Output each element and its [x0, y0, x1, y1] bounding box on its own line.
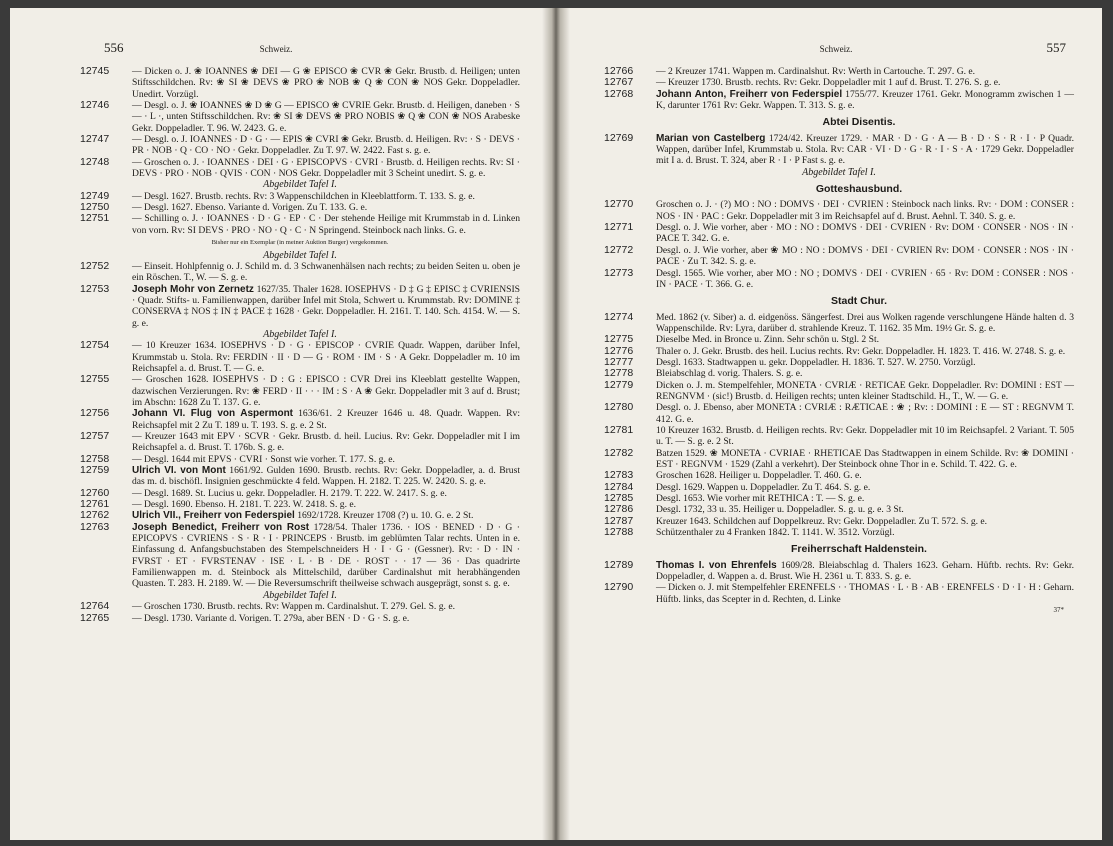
- lot-number: 12778: [604, 367, 634, 380]
- entry-description: 1661/92. Gulden 1690. Brustb. rechts. Rv: Gekr. Doppeladler, a. d. Brust das m. d. bischöfl. Insignien geschmückte 4 feld. Wappen. H. 2182. T. 225. W. 2420. S. g. e.: [132, 465, 520, 488]
- ruler-name: Johann VI. Flug von Aspermont: [132, 408, 294, 420]
- book-gutter: [542, 8, 570, 840]
- catalog-entry: [80, 601, 520, 612]
- entry-description: — Groschen o. J. · IOANNES · DEI · G · EPISCOPVS · CVRI · Brustb. d. Heiligen rechts. Rv: SI · DEVS · PRO · NOB · QVIS · CON · NOS Gekr. Doppeladler mit 3 Scheint unedirt. S. g. e.: [132, 156, 520, 180]
- catalog-entry: [80, 374, 520, 408]
- lot-number: 12751: [80, 212, 110, 225]
- lot-number: 12779: [604, 378, 634, 391]
- lot-number: 12789: [604, 558, 634, 571]
- entry-description: — Desgl. 1644 mit EPVS · CVRI · Sonst wie vorher. T. 177. S. g. e.: [132, 453, 395, 465]
- catalog-entry: [604, 527, 1074, 538]
- plate-reference: Abgebildet Tafel I.: [802, 166, 876, 178]
- entry-description: Med. 1862 (v. Siber) a. d. eidgenöss. Sängerfest. Drei aus Wolken ragende verschlungene Hände halten d. 3 Wappenschilde. Rv: Lyra, darüber d. strahlende Kreuz. T. 1162. 35 Mm. 19½ Gr. S. g. e.: [656, 311, 1074, 334]
- entry-description: 1609/28. Bleiabschlag d. Thalers 1623. Geharn. Hüftb. rechts. Rv: Gekr. Doppeladler, d. Wappen a. d. Brust. Wie H. 2361 u. T. 833. S. g. e.: [656, 559, 1074, 583]
- lot-number: 12757: [80, 430, 110, 442]
- catalog-entry: [604, 425, 1074, 448]
- catalog-entry: [80, 100, 520, 134]
- entry-description: Dieselbe Med. in Bronce u. Zinn. Sehr schön u. Stgl. 2 St.: [656, 334, 880, 346]
- lot-number: 12755: [80, 373, 110, 386]
- catalog-entry: [604, 470, 1074, 481]
- entry-description: — 2 Kreuzer 1741. Wappen m. Cardinalshut. Rv: Werth in Cartouche. T. 297. G. e.: [656, 66, 976, 77]
- plate-reference: Abgebildet Tafel I.: [263, 589, 337, 601]
- catalog-entry: [80, 431, 520, 454]
- entry-description: — Schilling o. J. · IOANNES · D · G · EP · C · Der stehende Heilige mit Krummstab in d. Linken von vorn. Rv: SI DEVS · PRO · NO · Q · C · N Springend. Steinbock nach links. G. e.: [132, 213, 520, 236]
- entry-description: — Desgl. o. J. IOANNES · D · G · — EPIS ❀ CVRI ❀ Gekr. Brustb. d. Heiligen. Rv: · S · DEVS · PR · NOB · Q · CO · NO · Gekr. Doppeladler. Zu T. 97. W. 2422. Fast s. g. e.: [132, 134, 520, 157]
- catalog-entry: [80, 408, 520, 431]
- lot-number: 12766: [604, 65, 634, 77]
- catalog-entry: [80, 134, 520, 157]
- lot-number: 12765: [80, 611, 110, 624]
- lot-number: 12783: [604, 469, 634, 482]
- entry-description: Groschen 1628. Heiliger u. Doppeladler. T. 460. G. e.: [656, 470, 862, 482]
- signature-mark: 37*: [1053, 606, 1064, 615]
- left-page: [10, 8, 542, 840]
- catalog-entry: [80, 340, 520, 374]
- lot-number: 12758: [80, 452, 110, 465]
- catalog-entry: [80, 613, 520, 624]
- entry-description: Desgl. 1629. Wappen u. Doppeladler. Zu T. 464. S. g. e.: [656, 481, 871, 493]
- ruler-name: Marian von Castelberg: [656, 132, 766, 144]
- lot-number: 12745: [80, 65, 110, 77]
- entry-description: Batzen 1529. ❀ MONETA · CVRIAE · RHETICAE Das Stadtwappen in einem Schilde. Rv: ❀ DOMINI · EST · REGNVM · 1529 (Zahl a verkehrt). Der Steinbock ohne Thor in e. Schild. T. 422. G. e.: [656, 447, 1074, 470]
- catalog-entry: [604, 334, 1074, 345]
- entry-description: — Kreuzer 1730. Brustb. rechts. Rv: Gekr. Doppeladler mit 1 auf d. Brust. T. 276. S. g. e.: [656, 77, 1001, 89]
- catalog-entry: [604, 493, 1074, 504]
- lot-number: 12775: [604, 333, 634, 346]
- ruler-name: Thomas I. von Ehrenfels: [656, 559, 777, 571]
- catalog-entry: [604, 133, 1074, 167]
- entry-description: Desgl. o. J. Wie vorher, aber ❀ MO : NO : DOMVS · DEI · CVRIEN Rv: DOM · CONSER : NOS · IN · PACE · Zu T. 342. S. g. e.: [656, 244, 1074, 268]
- lot-number: 12752: [80, 259, 110, 272]
- catalog-entry: [604, 199, 1074, 222]
- lot-number: 12749: [80, 189, 110, 202]
- entry-description: Desgl. 1653. Wie vorher mit RETHICA : T. — S. g. e.: [656, 493, 865, 505]
- plate-reference: Abgebildet Tafel I.: [263, 249, 337, 261]
- entry-description: — Dicken o. J. ❀ IOANNES ❀ DEI — G ❀ EPISCO ❀ CVR ❀ Gekr. Brustb. d. Heiligen; unten Stiftsschildchen. Rv: ❀ SI ❀ DEVS ❀ PRO ❀ NOB ❀ Q ❀ CON ❀ NOS Gekr. Doppeladler. Unedirt. Vorzügl.: [132, 66, 520, 100]
- section-heading: Gotteshausbund.: [815, 183, 903, 196]
- lot-number: 12747: [80, 133, 110, 146]
- plate-reference: Abgebildet Tafel I.: [263, 179, 337, 191]
- lot-number: 12753: [80, 282, 110, 295]
- catalog-entry: [604, 560, 1074, 583]
- entry-description: — Desgl. 1627. Brustb. rechts. Rv: 3 Wappenschildchen in Kleeblattform. T. 133. S. g. e.: [132, 190, 475, 202]
- entry-description: — Groschen 1730. Brustb. rechts. Rv: Wappen m. Cardinalshut. T. 279. Gel. S. g. e.: [132, 601, 455, 613]
- lot-number: 12776: [604, 344, 634, 357]
- ruler-name: Ulrich VI. von Mont: [132, 465, 226, 477]
- entry-description: Desgl. o. J. Wie vorher, aber · MO : NO : DOMVS · DEI · CVRIEN · Rv: DOM · CONSER · NOS · IN · PACE T. 342. G. e.: [656, 222, 1074, 245]
- catalog-entry: [80, 510, 520, 521]
- catalog-entry: [604, 368, 1074, 379]
- entry-description: Desgl. 1633. Stadtwappen u. gekr. Doppeladler. H. 1836. T. 527. W. 2750. Vorzügl.: [656, 356, 976, 368]
- catalog-entry: [604, 245, 1074, 268]
- ruler-name: Joseph Mohr von Zernetz: [132, 283, 254, 295]
- page-header: [10, 42, 542, 60]
- lot-number: 12748: [80, 155, 110, 168]
- lot-number: 12771: [604, 221, 634, 234]
- entry-description: — Einseit. Hohlpfennig o. J. Schild m. d. 3 Schwanenhälsen nach rechts; zu beiden Seiten u. oben je ein Röschen. T., W. — S. g. e.: [132, 260, 520, 284]
- section-heading: Abtei Disentis.: [822, 116, 896, 129]
- catalog-entry: [604, 66, 1074, 77]
- running-title: Schweiz.: [819, 44, 853, 54]
- catalog-entry: [604, 380, 1074, 403]
- catalog-entry: [604, 222, 1074, 245]
- lot-number: 12774: [604, 310, 634, 323]
- lot-number: 12763: [80, 520, 110, 533]
- lot-number: 12769: [604, 131, 634, 144]
- lot-number: 12768: [604, 87, 634, 100]
- section-heading: Freiherrschaft Haldenstein.: [791, 543, 927, 556]
- catalog-entry: [604, 582, 1074, 605]
- page-number: 557: [1046, 40, 1066, 55]
- entry-description: — Desgl. 1690. Ebenso. H. 2181. T. 223. W. 2418. S. g. e.: [132, 499, 357, 511]
- lot-number: 12780: [604, 401, 634, 414]
- catalog-entry: [604, 312, 1074, 335]
- entry-description: — 10 Kreuzer 1634. IOSEPHVS · D · G · EPISCOP · CVRIE Quadr. Wappen, darüber Infel, Krummstab u. Stola. Rv: FERDIN · II · D — G · ROM · IM · S · A Gekr. Doppeladler m. 10 im Reichsapfel a. d. Brust. T. — G. e.: [132, 340, 520, 374]
- lot-number: 12746: [80, 99, 110, 112]
- lot-number: 12756: [80, 407, 110, 420]
- ruler-name: Johann Anton, Freiherr von Federspiel: [656, 88, 843, 100]
- catalog-entry: [80, 213, 520, 236]
- entry-description: 1636/61. 2 Kreuzer 1646 u. 48. Quadr. Wappen. Rv: Reichsapfel mit 2 Zu T. 189 u. T. 193. S. g. e. 2 St.: [132, 408, 520, 431]
- page-number: 556: [104, 40, 124, 55]
- catalog-entry: [80, 522, 520, 590]
- section-heading: Stadt Chur.: [830, 295, 887, 308]
- entry-description: Thaler o. J. Gekr. Brustb. des heil. Lucius rechts. Rv: Gekr. Doppeladler. H. 1823. T. 416. W. 2748. S. g. e.: [656, 345, 1066, 357]
- catalog-entry: [80, 157, 520, 180]
- catalog-entry: [604, 89, 1074, 112]
- entry-description: Desgl. 1565. Wie vorher, aber MO : NO ; DOMVS · DEI · CVRIEN · 65 · Rv: DOM : CONSER : NOS · IN · PACE · T. 366. G. e.: [656, 267, 1074, 290]
- catalog-entry: [80, 202, 520, 213]
- lot-number: 12786: [604, 503, 634, 516]
- lot-number: 12760: [80, 486, 110, 499]
- catalog-entry: [80, 499, 520, 510]
- entry-description: — Desgl. 1689. St. Lucius u. gekr. Doppeladler. H. 2179. T. 222. W. 2417. S. g. e.: [132, 487, 447, 499]
- catalog-entry: [80, 261, 520, 284]
- entry-description: 1692/1728. Kreuzer 1708 (?) u. 10. G. e. 2 St.: [297, 510, 474, 522]
- lot-number: 12750: [80, 201, 110, 214]
- entry-description: 1728/54. Thaler 1736. · IOS · BENED · D · G · EPICOPVS · CVRIENS · S · R · I · PRINCEPS · Brustb. im geblümten Talar rechts. Unten in e. Einfassung d. Anfangsbuchstaben des Stempelschneiders H · I · G · (Gessner). Rv: · D · IN · FVRST · ET · FVRSTENAV · ISE · L · B · DE · ROST · · 17 — 36 · Das quadrirte Familienwappen m. d. Steinbock als Mittelschild, darüber Cardinalshut mit herabhängenden Quasten. T. 283. H. 2189. W. — Die Reversumschrift theilweise schwach ausgeprägt, sonst s. g. e.: [132, 521, 520, 590]
- catalog-entry: [604, 268, 1074, 291]
- entry-description: — Kreuzer 1643 mit EPV · SCVR · Gekr. Brustb. d. heil. Lucius. Rv: Gekr. Doppeladler mit I im Reichsapfel a. d. Brust. T. 176b. S. g. e.: [132, 431, 520, 454]
- entry-description: Dicken o. J. m. Stempelfehler, MONETA · CVRIÆ · RETICAE Gekr. Doppeladler. Rv: DOMINI : EST — RENGNVM · (sic!) Brustb. d. Heiligen rechts; unten kleiner Stadtschild. H., T., W. — G. e.: [656, 379, 1074, 402]
- entry-description: Desgl. o. J. Ebenso, aber MONETA : CVRIÆ : RÆTICAE : ❀ ; Rv: : DOMINI : E — ST : REGNVM T. 412. G. e.: [656, 402, 1074, 425]
- left-column: [80, 66, 520, 624]
- lot-number: 12759: [80, 464, 110, 477]
- catalog-entry: [604, 448, 1074, 471]
- plate-reference: Abgebildet Tafel I.: [263, 328, 337, 340]
- right-page: [570, 8, 1102, 840]
- lot-number: 12777: [604, 355, 634, 368]
- lot-number: 12781: [604, 423, 634, 436]
- book-spread: [10, 8, 1103, 840]
- catalog-entry: [604, 504, 1074, 515]
- entry-description: — Groschen 1628. IOSEPHVS · D : G : EPISCO : CVR Drei ins Kleeblatt gestellte Wappen, dazwischen Verzierungen. Rv: ❀ FERD · II · · · IM : S · A ❀ Gekr. Doppeladler mit 3 auf d. Brust; im Abschn: 1628 Zu T. 137. G. e.: [132, 374, 520, 408]
- lot-number: 12770: [604, 198, 634, 211]
- lot-number: 12761: [80, 498, 110, 511]
- catalog-entry: [604, 516, 1074, 527]
- lot-number: 12785: [604, 492, 634, 505]
- catalog-entry: [80, 66, 520, 100]
- lot-number: 12772: [604, 243, 634, 256]
- entry-description: Kreuzer 1643. Schildchen auf Doppelkreuz. Rv: Gekr. Doppeladler. Zu T. 572. S. g. e.: [656, 515, 988, 527]
- catalog-entry: [604, 357, 1074, 368]
- entry-description: — Desgl. 1730. Variante d. Vorigen. T. 279a, aber BEN · D · G · S. g. e.: [132, 612, 410, 624]
- lot-number: 12764: [80, 600, 110, 613]
- entry-description: Groschen o. J. · (?) MO : NO : DOMVS · DEI · CVRIEN : Steinbock nach links. Rv: · DOM : CONSER : NOS · IN · PAC : Gekr. Doppeladler mit 3 im Reichsapfel auf d. Brust. Aehnl. T. 340. S. g. e.: [656, 199, 1074, 222]
- entry-description: Schützenthaler zu 4 Franken 1842. T. 1141. W. 3512. Vorzügl.: [656, 527, 895, 539]
- running-title: Schweiz.: [259, 44, 293, 54]
- catalog-entry: [80, 488, 520, 499]
- entry-description: — Desgl. o. J. ❀ IOANNES ❀ D ❀ G — EPISCO ❀ CVRIE Gekr. Brustb. d. Heiligen, daneben · S — · L ·, unten Stiftsschildchen. Rv: ❀ SI ❀ DEVS ❀ PRO NOBIS ❀ Q ❀ CON ❀ NOS Arabeske Gekr. Doppeladler. T. 96. W. 2423. G. e.: [132, 100, 520, 134]
- entry-description: 1724/42. Kreuzer 1729. · MAR · D · G · A — B · D · S · R · I · P Quadr. Wappen, darüber Infel, Krummstab u. Stola. Rv: CAR · VI · D · G · R · I · S · A · 1729 Gekr. Doppeladler mit I a. d. Brust. T. 324, aber R · I · P Fast s. g. e.: [656, 132, 1074, 167]
- lot-number: 12773: [604, 266, 634, 279]
- catalog-entry: [80, 284, 520, 329]
- lot-number: 12788: [604, 526, 634, 539]
- entry-description: Desgl. 1732, 33 u. 35. Heiliger u. Doppeladler. S. g. u. g. e. 3 St.: [656, 504, 904, 516]
- ruler-name: Ulrich VII., Freiherr von Federspiel: [132, 510, 295, 522]
- lot-number: 12784: [604, 480, 634, 493]
- entry-description: 1627/35. Thaler 1628. IOSEPHVS · D ‡ G ‡ EPISC ‡ CVRIENSIS · Quadr. Stifts- u. Familienwappen, darüber Infel mit Stola, Schwert u. Krummstab. Rv: DOMINE ‡ CONSERVA ‡ NOS ‡ IN ‡ PACE ‡ 1628 · Gekr. Doppeladler. H. 2161. T. 140. Sch. 4154. W. — S. g. e.: [132, 283, 521, 329]
- catalog-entry: [604, 402, 1074, 425]
- catalog-entry: [80, 191, 520, 202]
- entry-description: Bleiabschlag d. vorig. Thalers. S. g. e.: [656, 368, 803, 380]
- lot-number: 12762: [80, 509, 110, 522]
- footnote: Bisher nur ein Exemplar (in meiner Auktion Burger) vergekommen.: [211, 239, 389, 247]
- catalog-entry: [80, 454, 520, 465]
- entry-description: 10 Kreuzer 1632. Brustb. d. Heiligen rechts. Rv: Gekr. Doppeladler mit 10 im Reichsapfel. 2 Variant. T. 505 u. T. — S. g. e. 2 St.: [656, 424, 1074, 448]
- lot-number: 12790: [604, 581, 634, 594]
- catalog-entry: [604, 346, 1074, 357]
- entry-description: 1755/77. Kreuzer 1761. Gekr. Monogramm zwischen 1 — K, darunter 1761 Rv: Gekr. Wappen. T. 313. S. g. e.: [656, 88, 1075, 112]
- ruler-name: Joseph Benedict, Freiherr von Rost: [132, 521, 310, 533]
- catalog-entry: [604, 77, 1074, 88]
- catalog-entry: [604, 482, 1074, 493]
- entry-description: — Desgl. 1627. Ebenso. Variante d. Vorigen. Zu T. 133. G. e.: [132, 202, 368, 214]
- entry-description: — Dicken o. J. mit Stempelfehler ERENFELS · · THOMAS · L · B · AB · ERENFELS · D · I · H : Geharn. Hüftb. links, das Scepter in d. Rechten, d. Linke: [656, 582, 1074, 605]
- lot-number: 12767: [604, 76, 634, 89]
- catalog-entry: [80, 465, 520, 488]
- page-header: [570, 42, 1102, 60]
- lot-number: 12754: [80, 339, 110, 352]
- right-column: [604, 66, 1074, 616]
- lot-number: 12782: [604, 446, 634, 459]
- lot-number: 12787: [604, 514, 634, 527]
